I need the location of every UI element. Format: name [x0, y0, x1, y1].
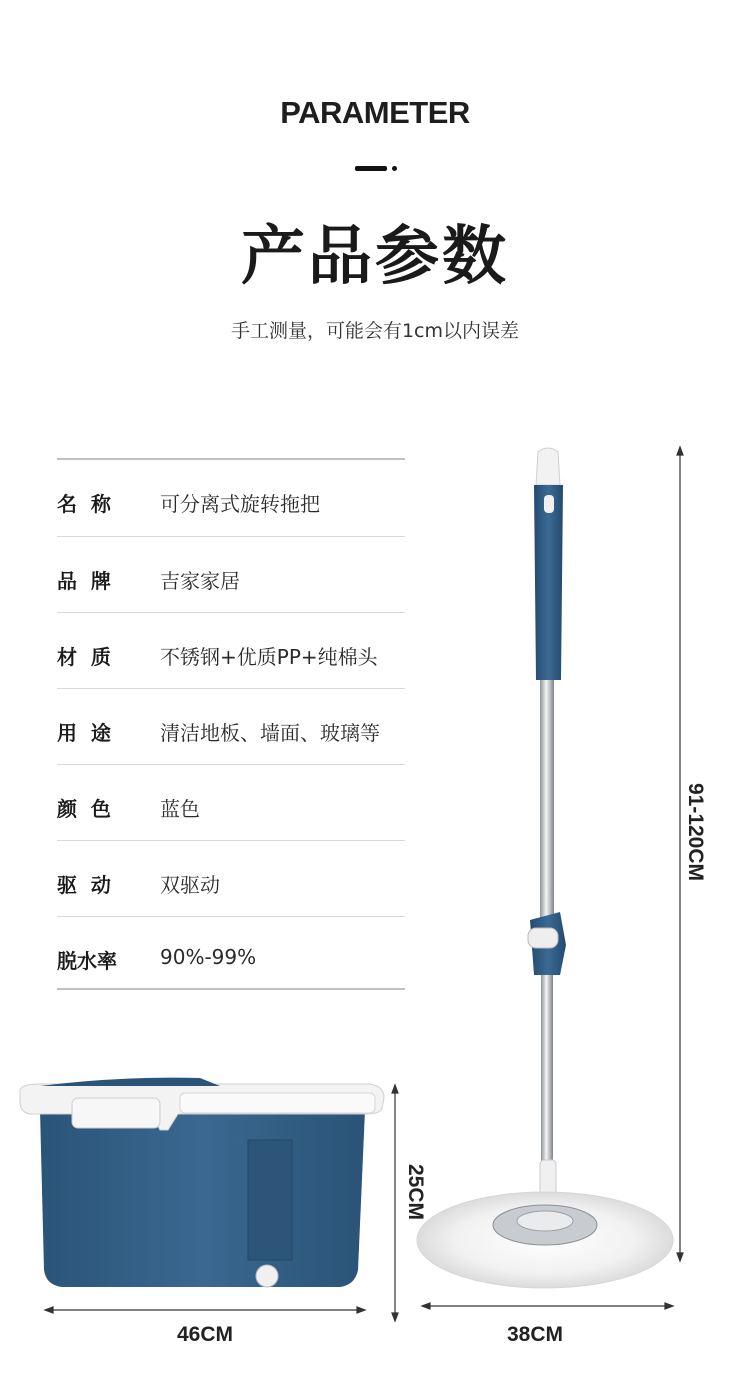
bucket-height-dimension: 25CM: [404, 1163, 427, 1221]
bucket-handle-left: [72, 1098, 160, 1128]
bucket-lid: [180, 1093, 375, 1113]
mop: [417, 448, 673, 1288]
spec-label: 用 途: [57, 721, 111, 745]
spec-label: 材 质: [57, 645, 111, 669]
bucket-inner-edge: [40, 1078, 220, 1086]
mophead-width-dimension: 38CM: [506, 1323, 564, 1346]
bucket-height-arrow-top: [392, 1085, 398, 1093]
mophead-width-arrow-left: [422, 1303, 430, 1309]
mophead-width-arrow-right: [665, 1303, 673, 1309]
spec-value: 蓝色: [160, 797, 200, 821]
bucket-body: [40, 1110, 365, 1287]
mop-height-arrow-bottom: [677, 1253, 683, 1261]
grip-button: [544, 495, 554, 513]
spec-value: 清洁地板、墙面、玻璃等: [160, 721, 380, 745]
parameter-heading: PARAMETER: [280, 95, 470, 130]
spec-value: 可分离式旋转拖把: [160, 492, 320, 516]
lower-steel-pole: [541, 975, 553, 1165]
mop-head-hub: [517, 1211, 573, 1231]
blue-grip: [534, 485, 563, 680]
spec-value: 双驱动: [160, 873, 220, 897]
bucket-height-arrow-bottom: [392, 1313, 398, 1321]
drain-plug: [256, 1265, 278, 1287]
mop-height-dimension: 91-120CM: [684, 782, 707, 882]
spec-value: 不锈钢+优质PP+纯棉头: [160, 645, 378, 669]
bucket-width-dimension: 46CM: [176, 1323, 234, 1346]
spec-label: 名 称: [57, 492, 111, 516]
bucket-width-arrow-right: [357, 1307, 365, 1313]
product-parameters-title: 产品参数: [241, 220, 509, 294]
spec-label: 脱水率: [57, 949, 117, 973]
bucket: [20, 1078, 384, 1287]
handle-hook: [536, 448, 560, 485]
spec-label: 驱 动: [57, 873, 111, 897]
bucket-panel: [248, 1140, 292, 1260]
spec-value: 90%-99%: [160, 945, 257, 969]
measurement-note: 手工测量，可能会有1cm以内误差: [230, 320, 520, 342]
upper-steel-pole: [540, 680, 554, 930]
spec-value: 吉家家居: [160, 569, 240, 593]
spec-label: 颜 色: [57, 797, 111, 821]
lock-lever: [528, 928, 558, 948]
mop-height-arrow-top: [677, 447, 683, 455]
spec-label: 品 牌: [57, 569, 111, 593]
bucket-width-arrow-left: [45, 1307, 53, 1313]
